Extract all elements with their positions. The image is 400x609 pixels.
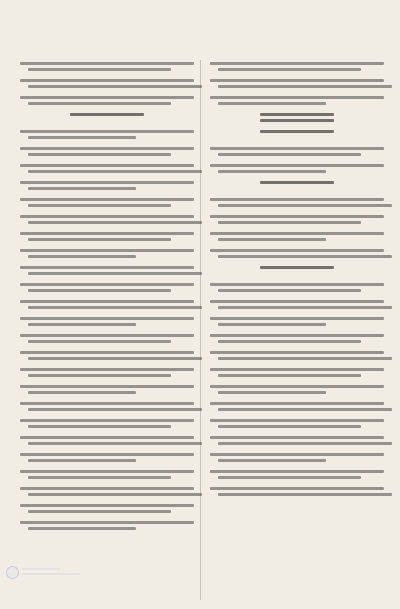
list-item	[210, 249, 384, 263]
list-item	[20, 249, 194, 263]
list-item	[20, 215, 194, 229]
list-item	[20, 504, 194, 518]
right-column	[210, 62, 384, 504]
section-heading	[210, 266, 384, 280]
list-item	[20, 164, 194, 178]
list-item	[210, 334, 384, 348]
list-item	[20, 385, 194, 399]
list-item	[210, 198, 384, 212]
list-item	[20, 62, 194, 76]
list-item	[210, 453, 384, 467]
list-item	[20, 96, 194, 110]
list-item	[20, 419, 194, 433]
list-item	[210, 232, 384, 246]
list-item	[20, 351, 194, 365]
list-item	[20, 453, 194, 467]
list-item	[210, 419, 384, 433]
list-item	[20, 368, 194, 382]
list-item	[20, 300, 194, 314]
list-item	[20, 283, 194, 297]
column-divider	[200, 60, 201, 600]
section-heading	[210, 181, 384, 195]
list-item	[210, 385, 384, 399]
library-watermark	[6, 566, 86, 594]
list-item	[210, 317, 384, 331]
list-item	[20, 266, 194, 280]
list-item	[210, 96, 384, 110]
list-item	[210, 470, 384, 484]
list-item	[20, 470, 194, 484]
list-item	[20, 521, 194, 535]
library-logo-icon	[6, 566, 19, 579]
section-heading	[210, 113, 384, 127]
list-item	[210, 368, 384, 382]
list-item	[20, 130, 194, 144]
list-item	[210, 164, 384, 178]
list-item	[210, 215, 384, 229]
section-heading	[210, 130, 384, 144]
list-item	[20, 436, 194, 450]
list-item	[210, 300, 384, 314]
left-column	[20, 62, 194, 538]
list-item	[210, 487, 384, 501]
list-item	[210, 351, 384, 365]
list-item	[20, 181, 194, 195]
list-item	[20, 487, 194, 501]
list-item	[210, 79, 384, 93]
list-item	[210, 62, 384, 76]
list-item	[20, 79, 194, 93]
list-item	[20, 232, 194, 246]
list-item	[20, 198, 194, 212]
list-item	[20, 147, 194, 161]
list-item	[20, 317, 194, 331]
section-heading	[20, 113, 194, 127]
list-item	[210, 436, 384, 450]
list-item	[210, 402, 384, 416]
list-item	[210, 147, 384, 161]
list-item	[20, 334, 194, 348]
watermark-text	[22, 568, 80, 575]
list-item	[20, 402, 194, 416]
list-item	[210, 283, 384, 297]
page-number	[0, 22, 400, 34]
